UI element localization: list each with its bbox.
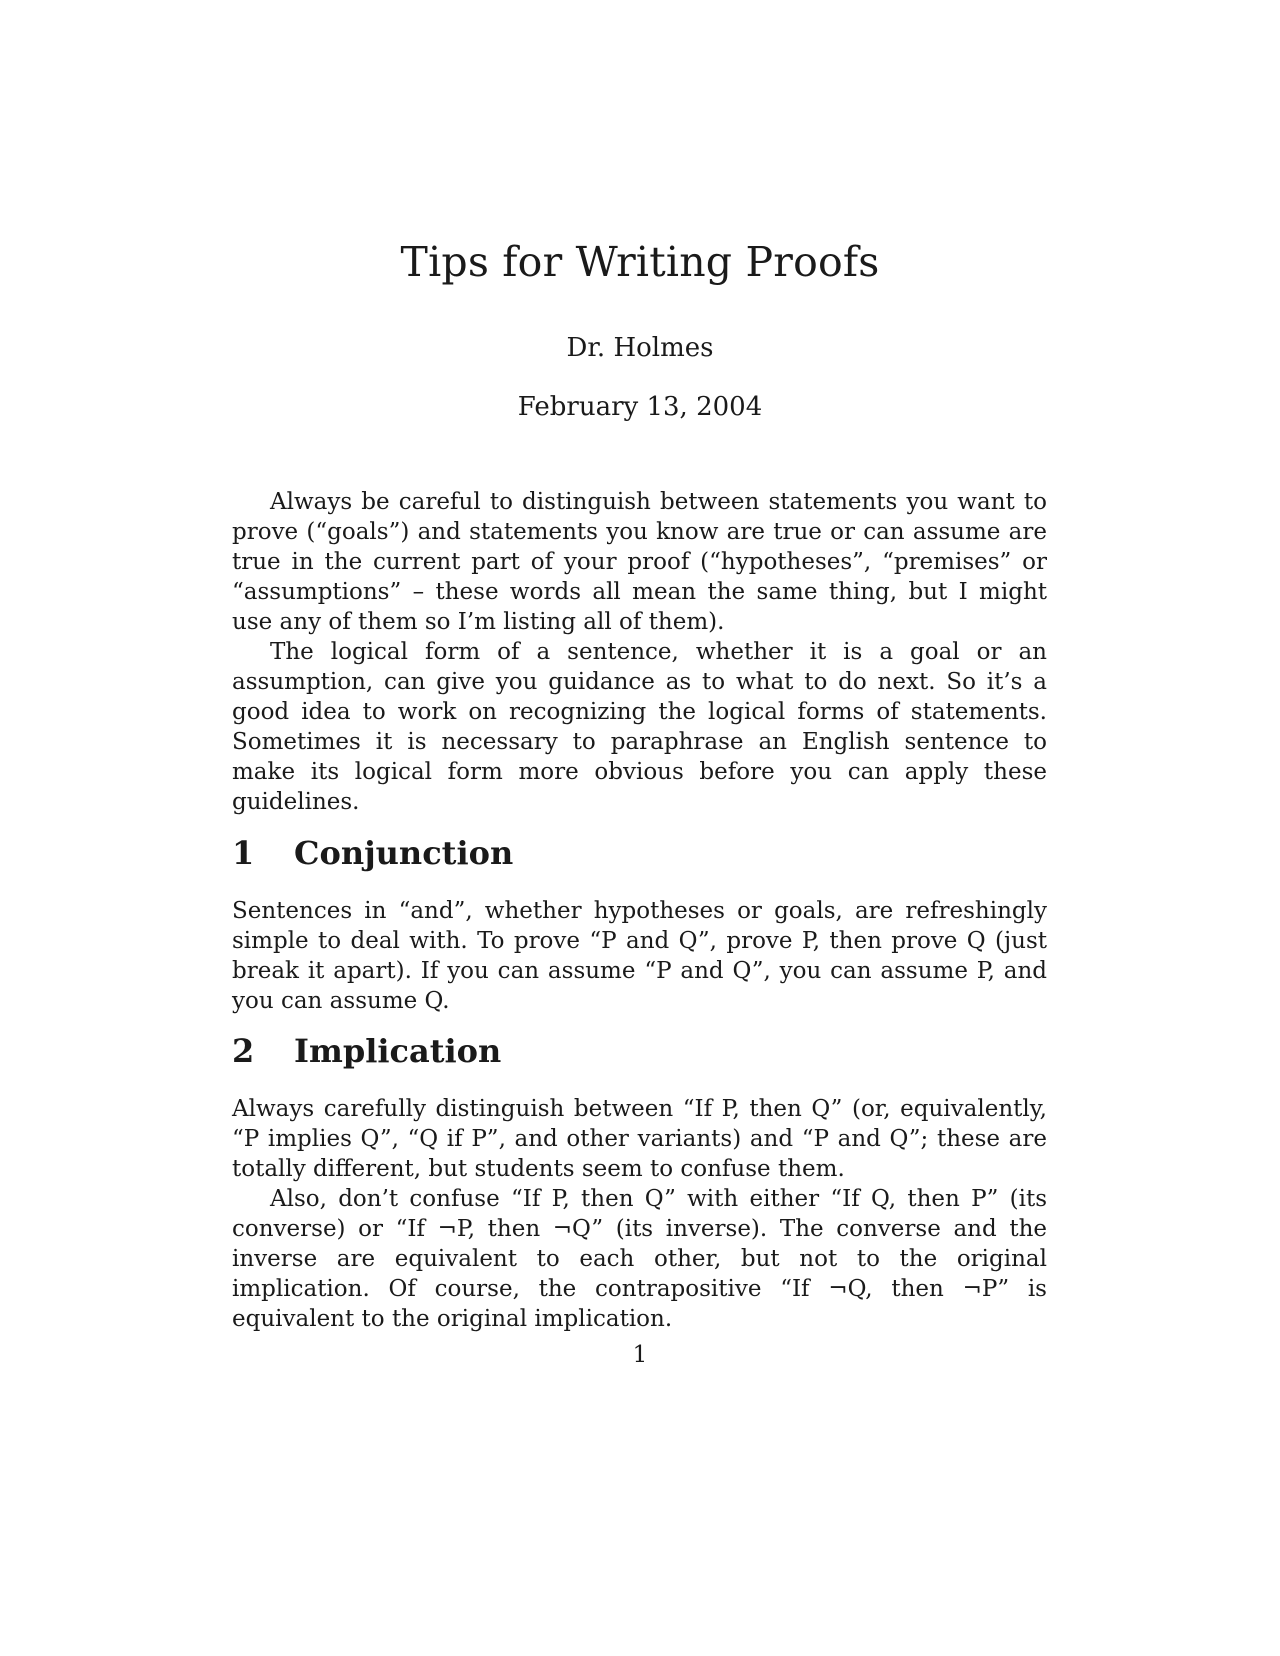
section-number: 1 [232, 834, 255, 872]
section-number: 2 [232, 1032, 255, 1070]
intro-paragraph-1: Always be careful to distinguish between statements you want to prove (“goals”) and statements you know are true or can assume are true in the current part of your proof (“hypotheses”, “premises” or “assumptions” – these words all mean the same thing, but I might use any of them so I’m listing all of them). [232, 489, 1047, 635]
section-heading-conjunction [232, 834, 513, 872]
document-author: Dr. Holmes [566, 333, 714, 363]
document-title: Tips for Writing Proofs [400, 238, 880, 286]
section-body-implication [232, 1094, 1047, 1334]
section-title: Conjunction [294, 834, 514, 872]
intro-section [232, 487, 1047, 817]
section-title: Implication [294, 1032, 502, 1070]
document-date: February 13, 2004 [517, 392, 763, 422]
page-number: 1 [632, 1342, 648, 1368]
implication-paragraph-2: Also, don’t confuse “If P, then Q” with either “If Q, then P” (its converse) or “If ¬P, then ¬Q” (its inverse). The converse and the inverse are equivalent to each other, but not to the original implication. Of course, the contrapositive “If ¬Q, then ¬P” is equivalent to the original implication. [232, 1186, 1047, 1332]
intro-paragraph-2: The logical form of a sentence, whether it is a goal or an assumption, can give you guidance as to what to do next. So it’s a good idea to work on recognizing the logical forms of statements. Sometimes it is necessary to paraphrase an English sentence to make its logical form more obvious before you can apply these guidelines. [232, 639, 1047, 815]
implication-paragraph-1: Always carefully distinguish between “If P, then Q” (or, equivalently, “P implies Q”, “Q if P”, and other variants) and “P and Q”; these are totally different, but students seem to confuse them. [232, 1096, 1047, 1182]
section-body-conjunction [232, 896, 1047, 1016]
conjunction-paragraph-1: Sentences in “and”, whether hypotheses or goals, are refreshingly simple to deal with. To prove “P and Q”, prove P, then prove Q (just break it apart). If you can assume “P and Q”, you can assume P, and you can assume Q. [232, 898, 1047, 1014]
section-heading-implication [232, 1032, 501, 1070]
